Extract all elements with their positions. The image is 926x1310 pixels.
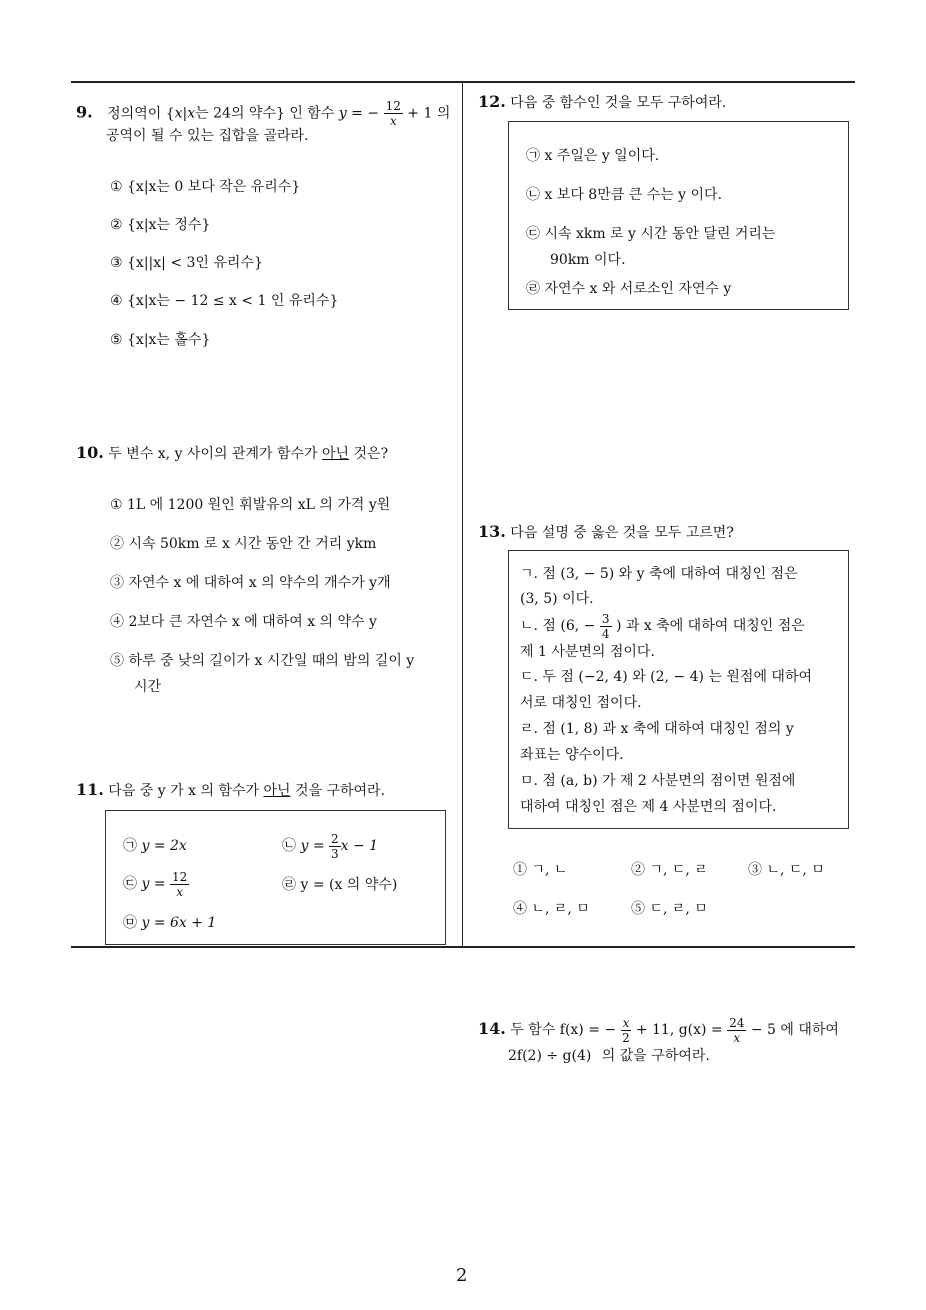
- q9-option-1: ① {x|x는 0 보다 작은 유리수}: [110, 179, 301, 195]
- q9-number: 9.: [76, 102, 93, 122]
- q10-stem: 10. 두 변수 x, y 사이의 관계가 함수가 아닌 것은?: [76, 443, 389, 462]
- q13-option-1: ① ㄱ, ㄴ: [513, 862, 568, 878]
- q14-stem-line2: 2f(2) ÷ g(4) 의 값을 구하여라.: [508, 1048, 710, 1064]
- q12-stem: 12. 다음 중 함수인 것을 모두 구하여라.: [478, 92, 727, 111]
- q11-item-c: ㉢ y = $\frac{12}{x}$: [123, 869, 188, 899]
- q10-underline: 아닌: [322, 446, 350, 462]
- q13-option-5: ⑤ ㄷ, ㄹ, ㅁ: [631, 901, 708, 917]
- column-divider: [462, 82, 463, 948]
- q14-g-fraction: $\frac{24}{x}$: [729, 1015, 745, 1045]
- q9-fraction: $\frac{12}{x}$: [385, 99, 401, 128]
- q11-item-e: ㉤ y = 6x + 1: [123, 915, 217, 931]
- q12-item-b: ㉡ x 보다 8만큼 큰 수는 y 이다.: [526, 187, 723, 203]
- q9-option-2: ② {x|x는 정수}: [110, 217, 211, 233]
- q11-item-a: ㉠ y = 2x: [123, 838, 187, 854]
- q9-stem-line1: 9. 정의역이 {x|x는 24의 약수} 인 함수 y = − $\frac{12}{x}$ + 1 의: [76, 99, 451, 128]
- q9-stem-a: 정의역이 {: [107, 105, 175, 122]
- top-rule: [71, 81, 855, 83]
- q10-option-1: ① 1L 에 1200 원인 휘발유의 xL 의 가격 y원: [110, 497, 391, 513]
- q13-line-7: ㄹ. 점 (1, 8) 과 x 축에 대하여 대칭인 점의 y: [520, 721, 794, 737]
- q11-item-d: ㉣ y = (x 의 약수): [282, 877, 398, 893]
- q13-number: 13.: [478, 522, 506, 541]
- q13-option-2: ② ㄱ, ㄷ, ㄹ: [631, 862, 708, 878]
- page-number: 2: [456, 1265, 468, 1286]
- q11-stem: 11. 다음 중 y 가 x 의 함수가 아닌 것을 구하여라.: [76, 780, 386, 799]
- q10-option-4: ④ 2보다 큰 자연수 x 에 대하여 x 의 약수 y: [110, 614, 377, 630]
- q9-stem-d: = −: [346, 105, 380, 122]
- q9-option-4: ④ {x|x는 − 12 ≤ x < 1 인 유리수}: [110, 293, 339, 309]
- q13-line-4: 제 1 사분면의 점이다.: [520, 644, 655, 660]
- q11-underline: 아닌: [263, 783, 291, 799]
- q9-option-5: ⑤ {x|x는 홀수}: [110, 332, 211, 348]
- q13-option-4: ④ ㄴ, ㄹ, ㅁ: [513, 901, 590, 917]
- q12-item-a: ㉠ x 주일은 y 일이다.: [526, 148, 660, 164]
- q13-option-3: ③ ㄴ, ㄷ, ㅁ: [748, 862, 825, 878]
- q14-stem-line1: 14. 두 함수 f(x) = − $\frac{x}{2}$ + 11, g(x) = $\frac{24}{x}$ − 5 에 대하여: [478, 1015, 839, 1045]
- q13-line-9: ㅁ. 점 (a, b) 가 제 2 사분면의 점이면 원점에: [520, 773, 796, 789]
- q13-line-10: 대하여 대칭인 점은 제 4 사분면의 점이다.: [520, 799, 777, 815]
- q9-option-3: ③ {x||x| < 3인 유리수}: [110, 255, 263, 271]
- q10-option-5-cont: 시간: [134, 679, 162, 695]
- q13-line-3: ㄴ. 점 (6, − $\frac{3}{4}$ ) 과 x 축에 대하여 대칭인 점은: [520, 611, 805, 641]
- q12-item-c: ㉢ 시속 xkm 로 y 시간 동안 달린 거리는: [526, 226, 776, 242]
- q11-item-b: ㉡ y = $\frac{2}{3}$ x − 1: [282, 831, 379, 861]
- q9-stem-b: |: [182, 105, 188, 122]
- q14-f-fraction: $\frac{x}{2}$: [622, 1015, 630, 1045]
- q13-line-5: ㄷ. 두 점 (−2, 4) 와 (2, − 4) 는 원점에 대하여: [520, 669, 813, 685]
- q11-number: 11.: [76, 780, 104, 799]
- q10-number: 10.: [76, 443, 104, 462]
- q13-line-2: (3, 5) 이다.: [520, 591, 594, 607]
- q13-line-8: 좌표는 양수이다.: [520, 747, 624, 763]
- q14-number: 14.: [478, 1019, 506, 1038]
- q13-line-6: 서로 대칭인 점이다.: [520, 695, 642, 711]
- q9-stem-c: 는 24의 약수} 인 함수: [195, 105, 335, 122]
- q12-number: 12.: [478, 92, 506, 111]
- q10-option-3: ③ 자연수 x 에 대하여 x 의 약수의 개수가 y개: [110, 575, 391, 591]
- q9-stem-e: + 1 의: [407, 105, 451, 122]
- q12-item-d: ㉣ 자연수 x 와 서로소인 자연수 y: [526, 281, 732, 297]
- q12-item-c-cont: 90km 이다.: [550, 252, 626, 268]
- bottom-rule: [71, 946, 855, 948]
- q9-stem-line2: 공역이 될 수 있는 집합을 골라라.: [106, 128, 309, 144]
- q13-line-1: ㄱ. 점 (3, − 5) 와 y 축에 대하여 대칭인 점은: [520, 566, 798, 582]
- q13-stem: 13. 다음 설명 중 옳은 것을 모두 고르면?: [478, 522, 734, 541]
- q10-option-2: ② 시속 50km 로 x 시간 동안 간 거리 ykm: [110, 536, 377, 552]
- q10-option-5: ⑤ 하루 중 낮의 길이가 x 시간일 때의 밤의 길이 y: [110, 653, 415, 669]
